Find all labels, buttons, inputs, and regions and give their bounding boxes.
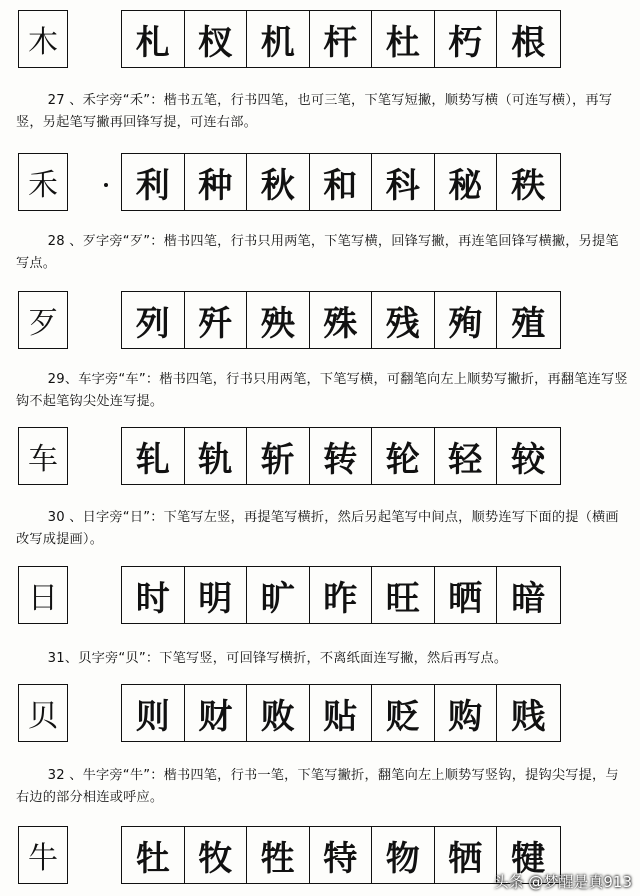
example-char: 殖 [511,303,546,344]
radical-box-che [18,427,68,485]
radical-box-bei [18,684,68,742]
example-char: 残 [372,292,435,348]
example-char: 旺 [372,567,435,623]
example-char: 犍 [511,838,546,879]
example-char: 杜 [372,11,435,67]
example-char: 晒 [435,567,498,623]
example-char: 昨 [310,567,373,623]
example-char: 时 [122,567,185,623]
radical-char: 禾 [28,168,58,203]
example-char: 牲 [247,827,310,883]
example-char: 根 [511,22,546,63]
example-char: 斩 [247,428,310,484]
example-char: 贴 [310,685,373,741]
example-row-ri [121,566,561,624]
example-char: 则 [122,685,185,741]
example-char: 歼 [185,292,248,348]
example-char: 利 [122,154,185,210]
example-char: 财 [185,685,248,741]
example-char: 殊 [310,292,373,348]
example-char: 贱 [511,696,546,737]
example-char: 暗 [511,578,546,619]
radical-char: 贝 [28,699,58,734]
radical-char: 车 [28,442,58,477]
example-char: 轧 [122,428,185,484]
example-char: 机 [247,11,310,67]
section-description-30: 30 、日字旁“日”：下笔写左竖，再提笔写横折，然后另起笔写中间点，顺势连写下面的提（横画改写成提画）。 [16,510,619,547]
example-char: 牧 [185,827,248,883]
example-char: 牡 [122,827,185,883]
example-char: 杈 [185,11,248,67]
section-description-27: 27 、禾字旁“禾”：楷书五笔，行书四笔，也可三笔，下笔写短撇，顺势写横（可连写横），再写竖，另起笔写撇再回锋写提，可连右部。 [16,93,613,130]
example-char: 殉 [435,292,498,348]
example-row-dai [121,291,561,349]
example-row-he [121,153,561,211]
radical-box-mu [18,10,68,68]
example-char: 明 [185,567,248,623]
watermark [494,871,632,892]
example-char: 轨 [185,428,248,484]
example-char: 轻 [435,428,498,484]
example-char: 旷 [247,567,310,623]
section-description-32: 32 、牛字旁“牛”：楷书四笔，行书一笔，下笔写撇折，翻笔向左上顺势写竖钩，提钩尖写提，与右边的部分相连或呼应。 [16,768,619,805]
radical-box-he [18,153,68,211]
section-description-28: 28 、歹字旁“歹”：楷书四笔，行书只用两笔，下笔写横，回锋写撇，再连笔回锋写横撇，另提笔写点。 [16,234,619,271]
example-char: 种 [185,154,248,210]
example-char: 转 [310,428,373,484]
example-char: 秩 [511,165,546,206]
radical-char: 牛 [28,841,58,876]
example-char: 购 [435,685,498,741]
stray-dot [104,183,108,187]
example-char: 殃 [247,292,310,348]
example-char: 败 [247,685,310,741]
example-row-bei [121,684,561,742]
radical-char: 木 [28,25,58,60]
example-char: 秋 [247,154,310,210]
example-char: 杆 [310,11,373,67]
example-char: 列 [122,292,185,348]
example-char: 物 [372,827,435,883]
example-char: 科 [372,154,435,210]
example-char: 特 [310,827,373,883]
radical-box-dai [18,291,68,349]
example-char: 贬 [372,685,435,741]
radical-char: 歹 [28,306,58,341]
radical-box-niu [18,826,68,884]
watermark-text: 头条 @梦醒是真913 [493,873,632,891]
example-char: 秘 [435,154,498,210]
section-description-31: 31、贝字旁“贝”：下笔写竖，可回锋写横折，不离纸面连写撇，然后再写点。 [47,651,508,666]
example-char: 牺 [435,827,498,883]
radical-char: 日 [28,581,58,616]
example-row-che [121,427,561,485]
example-char: 轮 [372,428,435,484]
radical-box-ri [18,566,68,624]
example-char: 朽 [435,11,498,67]
example-char: 札 [122,11,185,67]
example-char: 和 [310,154,373,210]
example-char: 较 [511,439,546,480]
example-row-mu [121,10,561,68]
section-description-29: 29、车字旁“车”：楷书四笔，行书只用两笔，下笔写横，可翻笔向左上顺势写撇折，再翻笔连写竖钩不起笔钩尖处连写提。 [16,372,628,409]
